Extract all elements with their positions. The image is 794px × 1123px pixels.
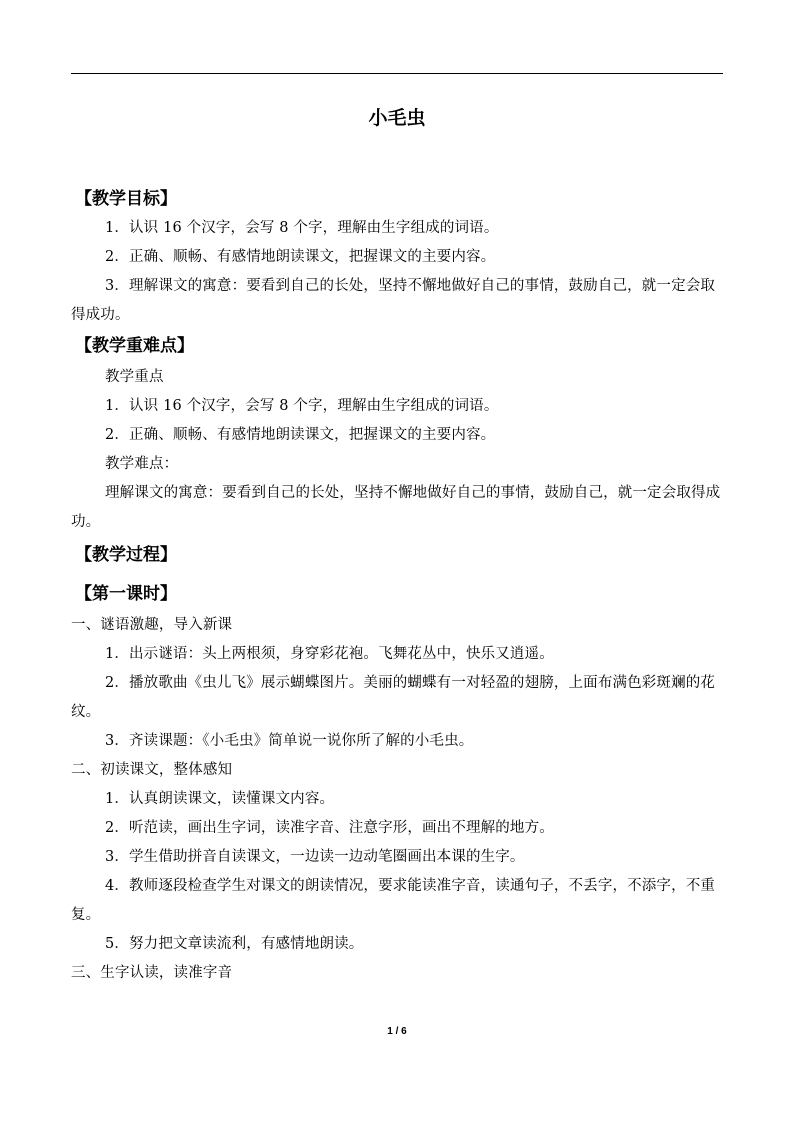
part-title: 一、谜语激趣，导入新课 <box>71 617 233 633</box>
part-title: 三、生字认读，读准字音 <box>71 965 233 981</box>
difficulty-text: 理解课文的寓意：要看到自己的长处，坚持不懈地做好自己的事情，鼓励自己，就一定会取得成功。 <box>71 485 721 530</box>
document-title: 小毛虫 <box>368 107 426 129</box>
goal-item: 1．认识 16 个汉字，会写 8 个字，理解由生字组成的词语。 <box>105 220 499 236</box>
process-item: 1．认真朗读课文，读懂课文内容。 <box>105 791 335 807</box>
difficulty-label: 教学难点： <box>105 456 179 472</box>
header-rule <box>71 73 723 74</box>
process-item: 3．学生借助拼音自读课文，一边读一边动笔圈画出本课的生字。 <box>105 849 525 865</box>
part-title: 二、初读课文，整体感知 <box>71 762 233 778</box>
page-number: 1 / 6 <box>387 1026 407 1037</box>
process-item: 1．出示谜语：头上两根须，身穿彩花袍。飞舞花丛中，快乐又逍遥。 <box>105 646 554 662</box>
document-body <box>71 184 723 988</box>
heading-teaching-goals: 【教学目标】 <box>75 189 177 209</box>
heading-key-points: 【教学重难点】 <box>75 336 194 356</box>
process-item: 2．听范读，画出生字词，读准字音、注意字形，画出不理解的地方。 <box>105 820 554 836</box>
heading-first-lesson: 【第一课时】 <box>75 584 177 604</box>
goal-item: 2．正确、顺畅、有感情地朗读课文，把握课文的主要内容。 <box>105 249 496 265</box>
heading-teaching-process: 【教学过程】 <box>75 545 177 565</box>
goal-item: 3．理解课文的寓意：要看到自己的长处，坚持不懈地做好自己的事情，鼓励自己，就一定会取得成功。 <box>71 278 716 323</box>
process-item: 2．播放歌曲《虫儿飞》展示蝴蝶图片。美丽的蝴蝶有一对轻盈的翅膀，上面布满色彩斑斓的花纹。 <box>71 675 716 720</box>
process-item: 3．齐读课题：《小毛虫》简单说一说你所了解的小毛虫。 <box>105 733 474 749</box>
focus-item: 2．正确、顺畅、有感情地朗读课文，把握课文的主要内容。 <box>105 427 496 443</box>
focus-item: 1．认识 16 个汉字，会写 8 个字，理解由生字组成的词语。 <box>105 398 499 414</box>
process-item: 4．教师逐段检查学生对课文的朗读情况，要求能读准字音，读通句子，不丢字，不添字，不重复。 <box>71 878 716 923</box>
process-item: 5．努力把文章读流利，有感情地朗读。 <box>105 936 364 952</box>
focus-label: 教学重点 <box>105 369 164 385</box>
